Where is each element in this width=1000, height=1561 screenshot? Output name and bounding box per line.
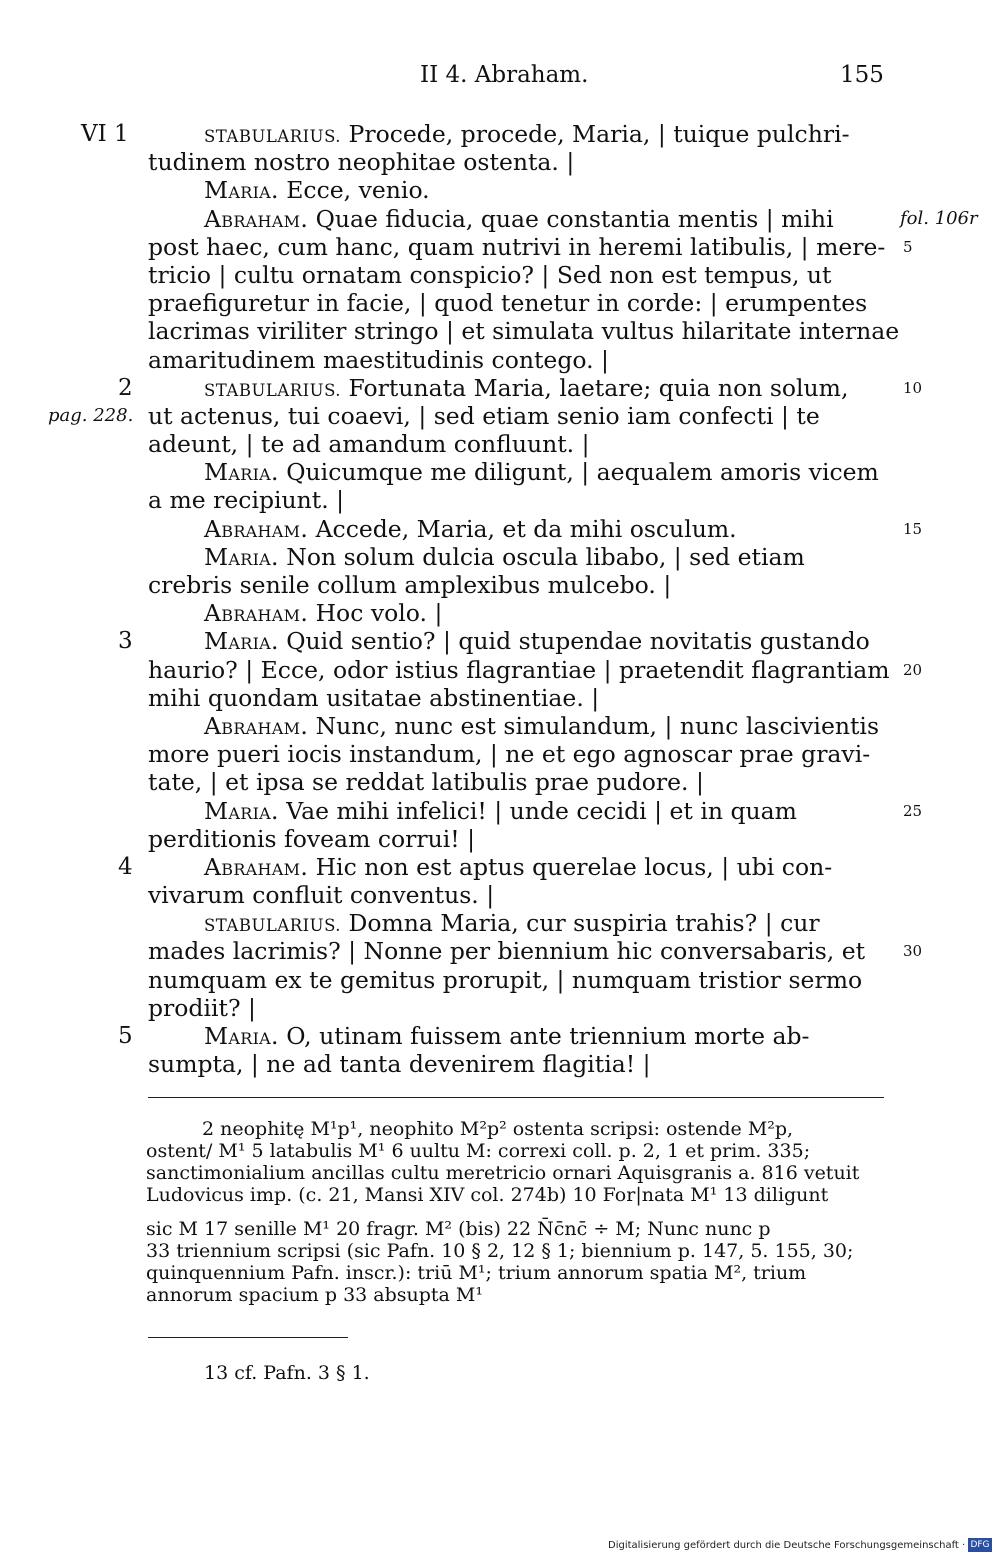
line-text (204, 176, 430, 204)
text-line (0, 966, 1000, 994)
apparatus-line: quinquennium Pafn. inscr.): triū M¹; trium annorum spatia M², trium (146, 1262, 807, 1284)
page-number: 155 (840, 62, 884, 88)
line-text (148, 233, 885, 261)
speaker-name: STABULARIUS. (204, 916, 342, 936)
text-line (0, 571, 1000, 599)
line-text (204, 599, 442, 627)
dialogue-text: Non solum dulcia oscula libabo, | sed etiam (278, 542, 805, 571)
line-text (148, 486, 344, 514)
line-text (204, 515, 737, 543)
dialogue-text: haurio? | Ecce, odor istius flagrantiae | praetendit flagrantiam (148, 655, 890, 684)
text-line (0, 994, 1000, 1022)
running-head: II 4. Abraham. (420, 62, 589, 88)
speaker-name: Abraham. (204, 514, 309, 543)
line-text (148, 966, 862, 994)
speaker-name: Abraham. (204, 852, 309, 881)
dialogue-text: Nunc, nunc est simulandum, | nunc lascivientis (308, 711, 880, 740)
line-text (148, 430, 590, 458)
line-text (204, 205, 834, 233)
text-line (0, 627, 1000, 655)
text-line (0, 317, 1000, 345)
dialogue-text: vivarum confluit conventus. | (148, 881, 495, 910)
apparatus-line: sanctimonialium ancillas cultu meretricio ornari Aquisgranis a. 816 vetuit (146, 1162, 860, 1184)
main-text (0, 120, 1000, 1078)
dfg-logo: DFG (968, 1538, 992, 1552)
dialogue-text: numquam ex te gemitus prorupit, | numquam tristior sermo (148, 965, 863, 994)
line-number: 20 (903, 660, 923, 679)
dialogue-text: Fortunata Maria, laetare; quia non solum, (341, 373, 849, 402)
text-line (0, 825, 1000, 853)
line-text (148, 317, 899, 345)
text-line (0, 402, 1000, 430)
line-text (204, 797, 797, 825)
dialogue-text: crebris senile collum amplexibus mulcebo. | (148, 571, 672, 599)
line-text (148, 402, 820, 430)
dialogue-text: Procede, procede, Maria, | tuique pulchri- (341, 120, 850, 148)
text-line (0, 148, 1000, 176)
text-line (0, 881, 1000, 909)
apparatus-line: annorum spacium p 33 absupta M¹ (146, 1284, 483, 1306)
dialogue-text: Ecce, venio. (278, 176, 430, 205)
text-line (0, 684, 1000, 712)
text-line (0, 233, 1000, 261)
section-number: 4 (118, 853, 133, 880)
dialogue-text: sumpta, | ne ad tanta devenirem flagitia! | (148, 1050, 651, 1079)
line-text (148, 261, 832, 289)
line-text (148, 937, 865, 965)
line-text (148, 684, 599, 712)
text-line (0, 430, 1000, 458)
dialogue-text: praefiguretur in facie, | quod tenetur in corde: | erumpentes (148, 289, 868, 318)
dialogue-text: more pueri iocis instandum, | ne et ego agnoscar prae gravi- (148, 740, 871, 769)
line-number: 10 (903, 378, 923, 397)
line-text (148, 346, 609, 374)
dialogue-text: Quid sentio? | quid stupendae novitatis gustando (278, 627, 870, 656)
marginal-page-ref: pag. 228. (48, 404, 134, 426)
dialogue-text: mades lacrimis? | Nonne per biennium hic conversabaris, et (148, 937, 866, 966)
text-line (0, 458, 1000, 486)
dialogue-text: tate, | et ipsa se reddat latibulis prae pudore. | (148, 768, 704, 797)
speaker-name: Maria. (204, 176, 279, 205)
dialogue-text: tudinem nostro neophitae ostenta. | (148, 148, 575, 177)
text-line (0, 543, 1000, 571)
dialogue-text: Accede, Maria, et da mihi osculum. (308, 514, 737, 543)
digitization-credit: Digitalisierung gefördert durch die Deutsche Forschungsgemeinschaft · (608, 1540, 966, 1551)
dialogue-text: tricio | cultu ornatam conspicio? | Sed non est tempus, ut (148, 260, 832, 289)
text-line (0, 205, 1000, 233)
line-text (204, 853, 832, 881)
source-note: 13 cf. Pafn. 3 § 1. (204, 1362, 370, 1384)
text-line (0, 374, 1000, 402)
dialogue-text: adeunt, | te ad amandum confluunt. | (148, 430, 590, 459)
line-text (204, 712, 879, 740)
line-text (204, 374, 848, 405)
line-text (204, 1022, 809, 1050)
line-number: 5 (903, 237, 913, 256)
dialogue-text: a me recipiunt. | (148, 486, 345, 515)
line-text (204, 909, 820, 940)
line-text (148, 740, 870, 768)
text-line (0, 656, 1000, 684)
line-text (148, 656, 890, 684)
speaker-name: Maria. (204, 458, 279, 487)
text-line (0, 289, 1000, 317)
apparatus-line: sic M 17 senille M¹ 20 fragr. M² (bis) 22 N̄c̄nc̄ ÷ M; Nunc nunc p (146, 1218, 771, 1240)
dialogue-text: Vae mihi infelici! | unde cecidi | et in quam (278, 796, 797, 825)
line-number: 30 (903, 942, 923, 961)
speaker-name: STABULARIUS. (204, 127, 342, 146)
section-number: 3 (118, 628, 133, 655)
text-line (0, 740, 1000, 768)
dialogue-text: O, utinam fuissem ante triennium morte ab- (278, 1022, 810, 1050)
text-line (0, 486, 1000, 514)
line-text (148, 571, 671, 599)
apparatus-line: ostent/ M¹ 5 latabulis M¹ 6 uultu M: correxi coll. p. 2, 1 et prim. 335; (146, 1140, 811, 1162)
dialogue-text: Hic non est aptus querelae locus, | ubi con- (308, 852, 833, 881)
dialogue-text: perditionis foveam corrui! | (148, 824, 476, 853)
line-text (148, 148, 574, 176)
apparatus-line: 2 neophitę M¹p¹, neophito M²p² ostenta scripsi: ostende M²p, (202, 1118, 794, 1140)
line-text (204, 120, 850, 151)
apparatus-line: Ludovicus imp. (c. 21, Mansi XIV col. 274b) 10 For|nata M¹ 13 diligunt (146, 1184, 829, 1206)
dialogue-text: post haec, cum hanc, quam nutrivi in heremi latibulis, | mere- (148, 232, 886, 261)
critical-apparatus (146, 1118, 891, 1306)
text-line (0, 261, 1000, 289)
dialogue-text: amaritudinem maestitudinis contego. | (148, 345, 609, 374)
line-text (148, 289, 867, 317)
line-text (148, 1050, 651, 1078)
dialogue-text: Domna Maria, cur suspiria trahis? | cur (341, 909, 820, 938)
dialogue-text: prodiit? | (148, 993, 256, 1022)
line-number: 25 (903, 801, 923, 820)
notes-divider (148, 1337, 348, 1338)
text-line (0, 797, 1000, 825)
line-text (204, 458, 879, 486)
speaker-name: Abraham. (204, 204, 309, 233)
folio-marker: fol. 106r (900, 207, 978, 229)
line-text (204, 543, 805, 571)
section-number: 5 (118, 1023, 133, 1049)
text-line (0, 120, 1000, 148)
apparatus-line: 33 triennium scripsi (sic Pafn. 10 § 2, 12 § 1; biennium p. 147, 5. 155, 30; (146, 1240, 854, 1262)
section-number: VI 1 (81, 121, 129, 147)
dialogue-text: lacrimas viriliter stringo | et simulata vultus hilaritate internae (148, 317, 900, 346)
section-number: 2 (118, 374, 133, 401)
speaker-name: Abraham. (204, 711, 309, 740)
dialogue-text: Quicumque me diligunt, | aequalem amoris vicem (278, 458, 879, 487)
apparatus-divider (148, 1097, 884, 1098)
dialogue-text: Quae fiducia, quae constantia mentis | mihi (308, 204, 834, 233)
text-line (0, 1050, 1000, 1078)
line-text (148, 825, 475, 853)
speaker-name: STABULARIUS. (204, 380, 342, 400)
text-line (0, 853, 1000, 881)
speaker-name: Maria. (204, 627, 279, 656)
page-header (0, 62, 1000, 94)
text-line (0, 515, 1000, 543)
text-line (0, 346, 1000, 374)
dialogue-text: mihi quondam usitatae abstinentiae. | (148, 683, 600, 712)
text-line (0, 909, 1000, 937)
text-line (0, 712, 1000, 740)
dialogue-text: Hoc volo. | (308, 599, 443, 628)
speaker-name: Abraham. (204, 599, 309, 628)
text-line (0, 937, 1000, 965)
dialogue-text: ut actenus, tui coaevi, | sed etiam senio iam confecti | te (148, 401, 820, 430)
speaker-name: Maria. (204, 796, 279, 825)
text-line (0, 176, 1000, 204)
text-line (0, 768, 1000, 796)
line-number: 15 (903, 519, 923, 538)
line-text (148, 994, 256, 1022)
text-line (0, 1022, 1000, 1050)
line-text (148, 881, 494, 909)
line-text (204, 627, 870, 655)
speaker-name: Maria. (204, 542, 279, 571)
line-text (148, 768, 704, 796)
text-line (0, 599, 1000, 627)
speaker-name: Maria. (204, 1022, 279, 1050)
